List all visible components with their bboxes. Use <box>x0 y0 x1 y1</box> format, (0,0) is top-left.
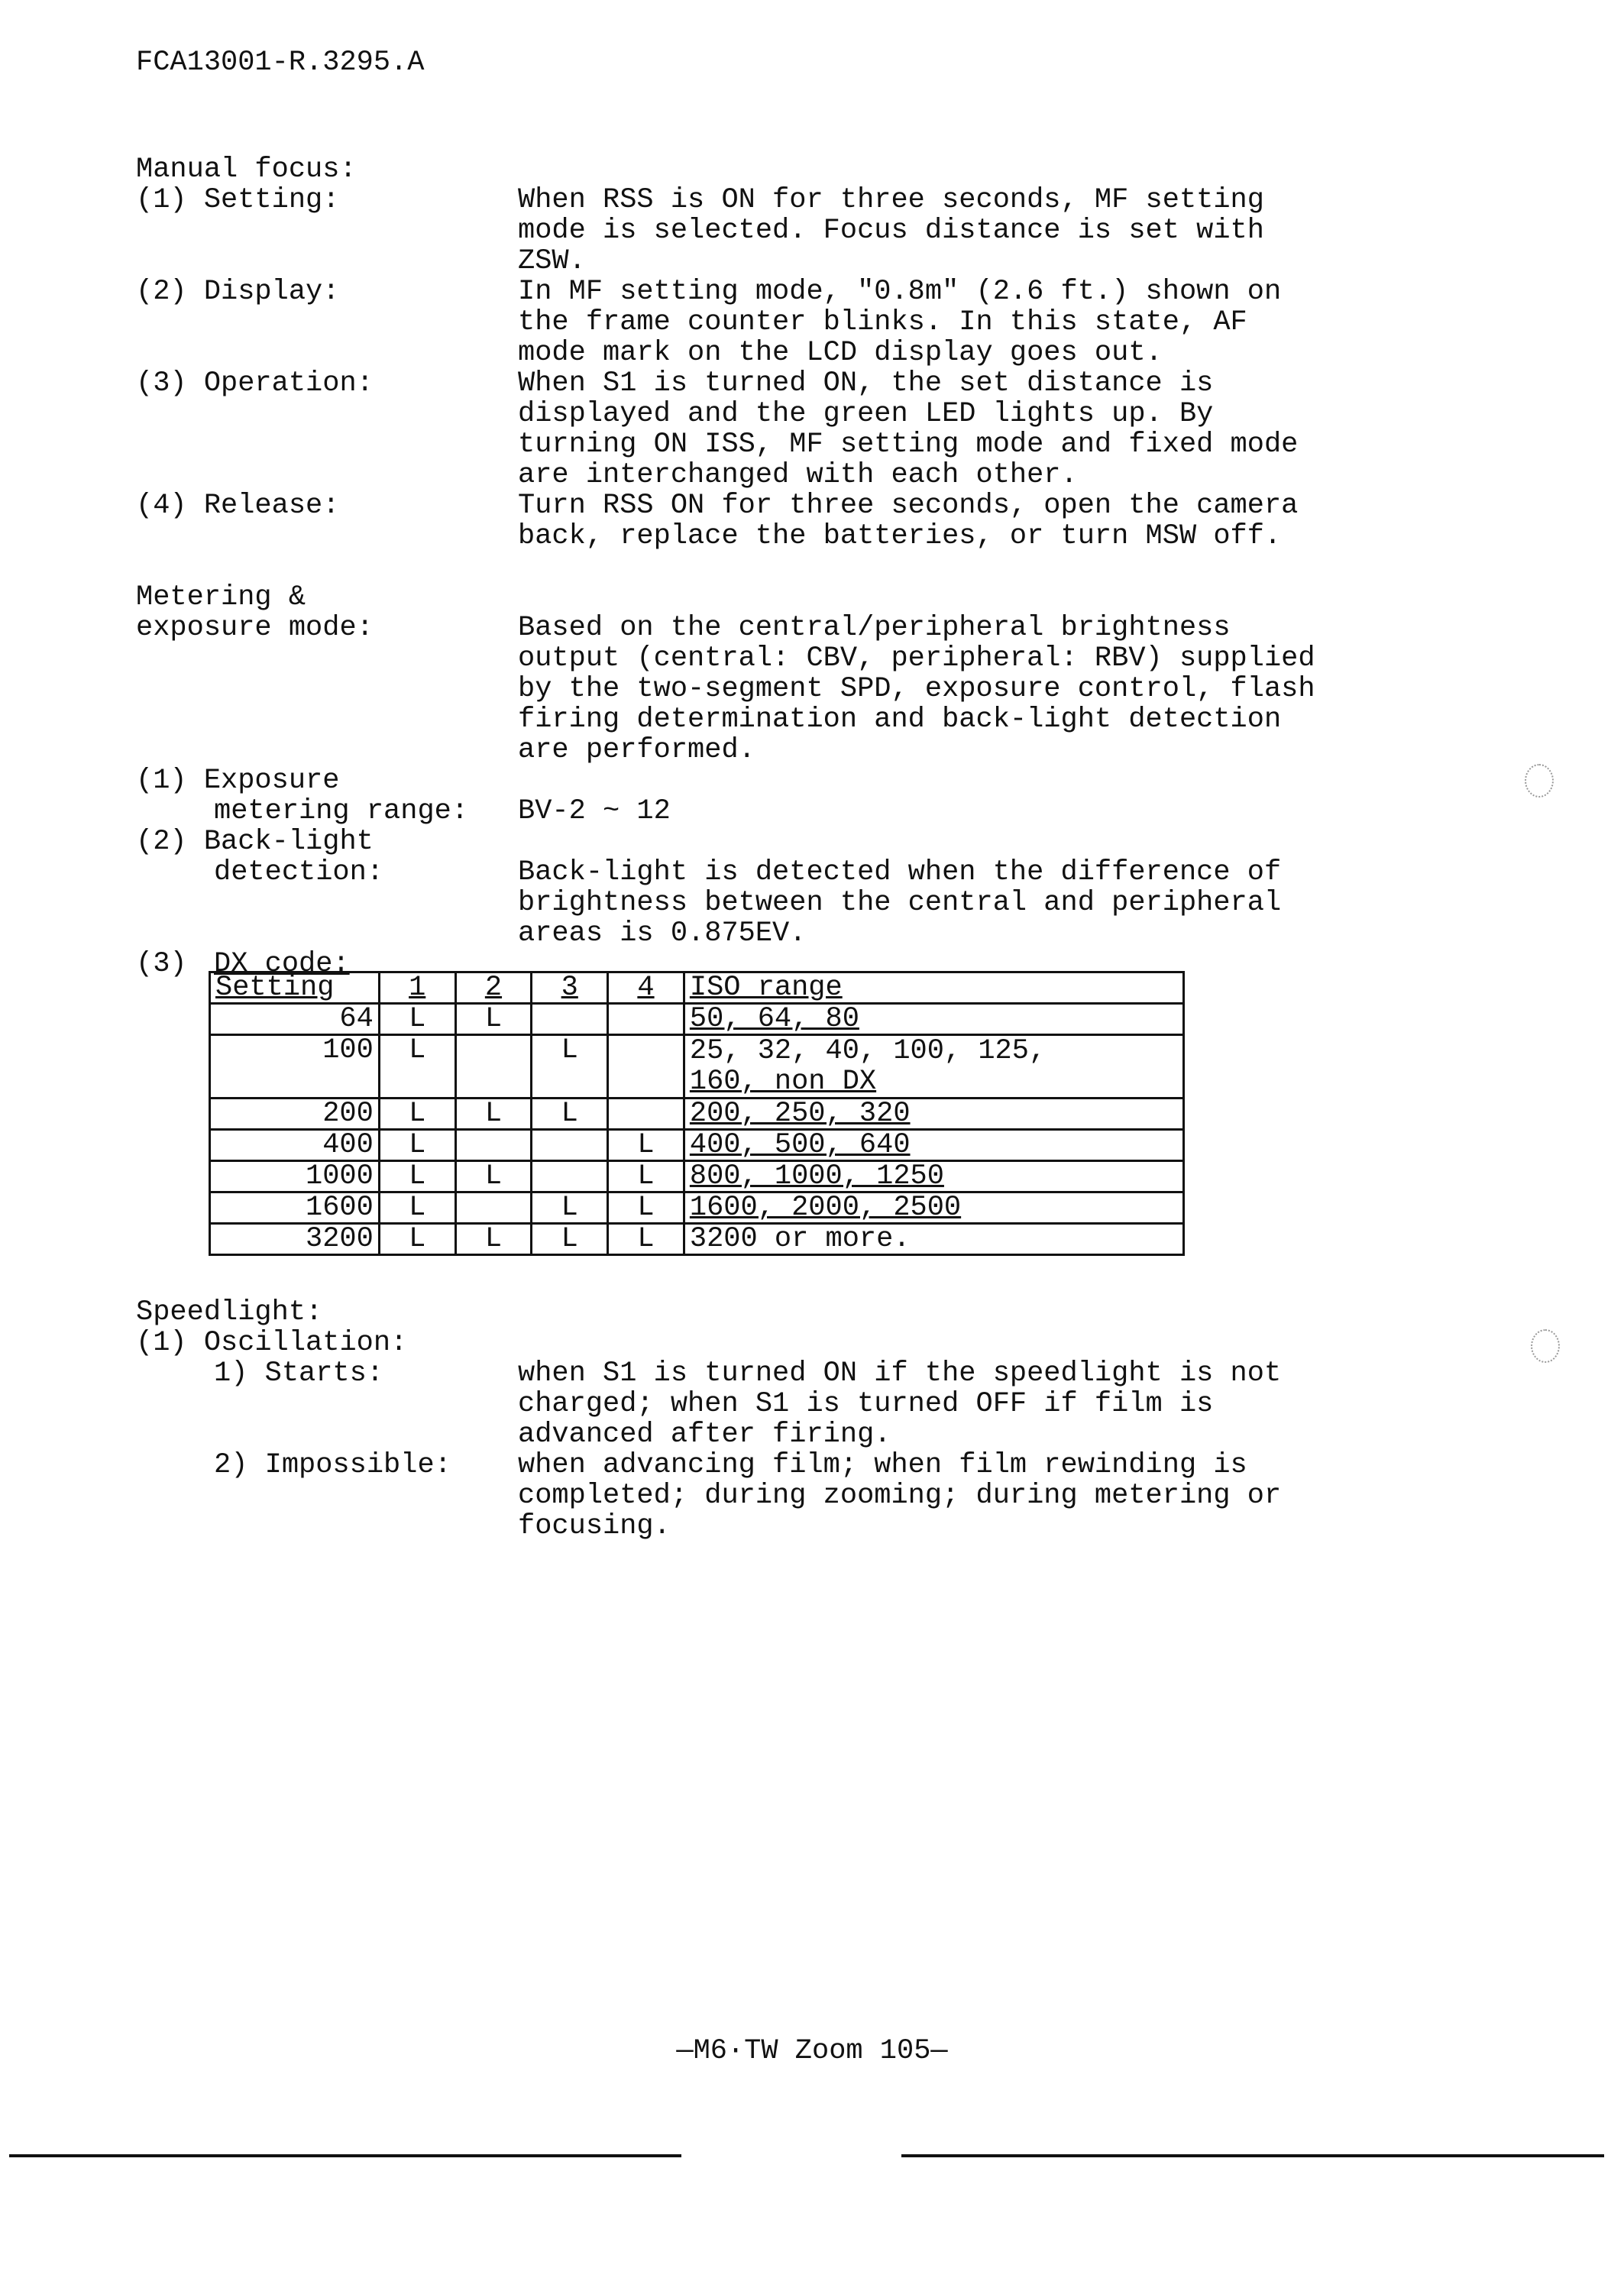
dx-bit-cell: L <box>455 1099 532 1130</box>
exposure-label-2: metering range: <box>214 795 469 827</box>
punch-hole-mark <box>1531 1329 1560 1363</box>
dx-setting-cell: 3200 <box>210 1224 380 1255</box>
dx-bit-cell: L <box>379 1161 455 1192</box>
dx-bit-cell: L <box>608 1224 684 1255</box>
dx-header-2: 2 <box>455 972 532 1004</box>
starts-text-3: advanced after firing. <box>518 1419 891 1451</box>
bottom-rule-right <box>901 2154 1604 2157</box>
impossible-label: 2) Impossible: <box>214 1449 451 1481</box>
dx-bit-cell: L <box>608 1161 684 1192</box>
dx-header-4: 4 <box>608 972 684 1004</box>
dx-bit-cell <box>532 1004 608 1035</box>
dx-iso-cell: 800, 1000, 1250 <box>684 1161 1183 1192</box>
dx-bit-cell: L <box>379 1099 455 1130</box>
metering-desc-3: by the two-segment SPD, exposure control, flash <box>518 673 1315 705</box>
dx-bit-cell <box>532 1130 608 1161</box>
dx-setting-cell: 1000 <box>210 1161 380 1192</box>
dx-bit-cell: L <box>532 1224 608 1255</box>
impossible-text-2: completed; during zooming; during metering or <box>518 1480 1282 1512</box>
dx-iso-cell: 50, 64, 80 <box>684 1004 1183 1035</box>
mf-setting-text-2: mode is selected. Focus distance is set with <box>518 215 1264 247</box>
punch-hole-mark <box>1525 764 1554 798</box>
exposure-range-value: BV-2 ~ 12 <box>518 795 671 827</box>
table-row <box>210 1192 1184 1224</box>
dx-iso-cell: 3200 or more. <box>684 1224 1183 1255</box>
dx-code-label: DX code: <box>214 948 350 980</box>
dx-bit-cell: L <box>455 1161 532 1192</box>
mf-operation-label: (3) Operation: <box>136 367 374 400</box>
dx-bit-cell: L <box>455 1224 532 1255</box>
mf-display-text-3: mode mark on the LCD display goes out. <box>518 337 1163 369</box>
table-row <box>210 1224 1184 1255</box>
dx-iso-cell: 400, 500, 640 <box>684 1130 1183 1161</box>
oscillation-label: (1) Oscillation: <box>136 1327 408 1359</box>
dx-bit-cell <box>608 1004 684 1035</box>
table-row <box>210 1099 1184 1130</box>
dx-header-1: 1 <box>379 972 455 1004</box>
exposure-label-1: (1) Exposure <box>136 765 340 797</box>
dx-bit-cell: L <box>379 1035 455 1099</box>
dx-header-setting: Setting <box>210 972 380 1004</box>
dx-setting-cell: 64 <box>210 1004 380 1035</box>
mf-setting-text-1: When RSS is ON for three seconds, MF setting <box>518 184 1264 216</box>
dx-bit-cell <box>455 1192 532 1224</box>
dx-bit-cell: L <box>379 1004 455 1035</box>
mf-operation-text-3: turning ON ISS, MF setting mode and fixed mode <box>518 429 1299 461</box>
dx-bit-cell: L <box>455 1004 532 1035</box>
page-footer: —M6·TW Zoom 105— <box>676 2035 948 2067</box>
dx-bit-cell: L <box>532 1035 608 1099</box>
metering-desc-1: Based on the central/peripheral brightness <box>518 612 1231 644</box>
dx-setting-cell: 100 <box>210 1035 380 1099</box>
mf-release-text-2: back, replace the batteries, or turn MSW off. <box>518 520 1282 552</box>
mf-release-label: (4) Release: <box>136 490 340 522</box>
dx-bit-cell: L <box>608 1192 684 1224</box>
mf-display-text-1: In MF setting mode, "0.8m" (2.6 ft.) shown on <box>518 276 1282 308</box>
dx-bit-cell <box>455 1035 532 1099</box>
dx-bit-cell <box>455 1130 532 1161</box>
manual-focus-heading: Manual focus: <box>136 154 357 186</box>
dx-table-header-row <box>210 972 1184 1004</box>
dx-iso-line-1: 25, 32, 40, 100, 125, <box>689 1035 1047 1067</box>
dx-bit-cell: L <box>379 1130 455 1161</box>
dx-bit-cell: L <box>532 1192 608 1224</box>
dx-iso-cell <box>684 1035 1183 1099</box>
dx-bit-cell <box>532 1161 608 1192</box>
metering-desc-2: output (central: CBV, peripheral: RBV) supplied <box>518 642 1315 675</box>
dx-bit-cell <box>608 1099 684 1130</box>
metering-heading-line-1: Metering & <box>136 581 306 613</box>
speedlight-heading: Speedlight: <box>136 1296 323 1328</box>
backlight-text-1: Back-light is detected when the difference of <box>518 856 1282 888</box>
bottom-rule-left <box>9 2154 681 2157</box>
dx-header-3: 3 <box>532 972 608 1004</box>
dx-setting-cell: 1600 <box>210 1192 380 1224</box>
mf-display-label: (2) Display: <box>136 276 340 308</box>
metering-desc-4: firing determination and back-light detection <box>518 704 1282 736</box>
impossible-text-3: focusing. <box>518 1510 671 1542</box>
mf-display-text-2: the frame counter blinks. In this state, AF <box>518 306 1247 338</box>
backlight-label-2: detection: <box>214 856 384 888</box>
metering-heading-line-2: exposure mode: <box>136 612 374 644</box>
dx-iso-cell: 200, 250, 320 <box>684 1099 1183 1130</box>
dx-bit-cell: L <box>532 1099 608 1130</box>
starts-text-1: when S1 is turned ON if the speedlight is not <box>518 1357 1282 1390</box>
table-row <box>210 1161 1184 1192</box>
dx-bit-cell <box>608 1035 684 1099</box>
dx-code-table <box>209 971 1185 1256</box>
mf-operation-text-1: When S1 is turned ON, the set distance is <box>518 367 1214 400</box>
document-id: FCA13001-R.3295.A <box>136 47 425 79</box>
dx-code-label-number: (3) <box>136 948 187 980</box>
dx-bit-cell: L <box>379 1192 455 1224</box>
mf-setting-text-3: ZSW. <box>518 245 586 277</box>
dx-iso-line-2: 160, non DX <box>689 1066 877 1098</box>
table-row <box>210 1004 1184 1035</box>
dx-setting-cell: 200 <box>210 1099 380 1130</box>
dx-bit-cell: L <box>379 1224 455 1255</box>
starts-text-2: charged; when S1 is turned OFF if film is <box>518 1388 1214 1420</box>
mf-setting-label: (1) Setting: <box>136 184 340 216</box>
impossible-text-1: when advancing film; when film rewinding is <box>518 1449 1247 1481</box>
dx-header-iso-range: ISO range <box>684 972 1183 1004</box>
dx-iso-cell: 1600, 2000, 2500 <box>684 1192 1183 1224</box>
dx-setting-cell: 400 <box>210 1130 380 1161</box>
metering-desc-5: are performed. <box>518 734 755 766</box>
table-row <box>210 1130 1184 1161</box>
backlight-label-1: (2) Back-light <box>136 826 374 858</box>
mf-operation-text-2: displayed and the green LED lights up. By <box>518 398 1214 430</box>
dx-bit-cell: L <box>608 1130 684 1161</box>
backlight-text-3: areas is 0.875EV. <box>518 917 807 950</box>
table-row <box>210 1035 1184 1099</box>
mf-release-text-1: Turn RSS ON for three seconds, open the camera <box>518 490 1299 522</box>
starts-label: 1) Starts: <box>214 1357 384 1390</box>
mf-operation-text-4: are interchanged with each other. <box>518 459 1078 491</box>
backlight-text-2: brightness between the central and peripheral <box>518 887 1282 919</box>
